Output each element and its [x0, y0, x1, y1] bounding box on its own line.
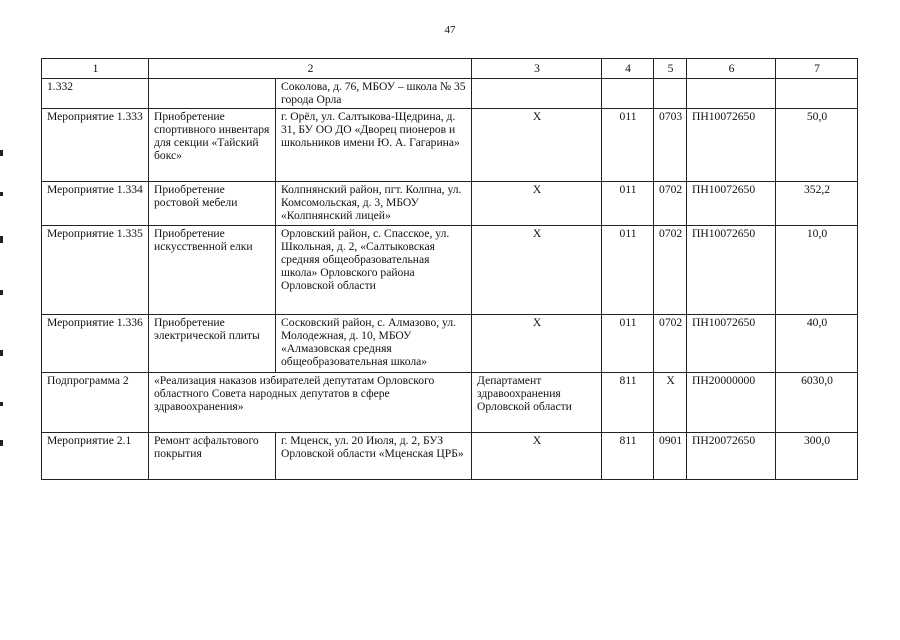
table-row	[42, 109, 858, 182]
row-c5: 0703	[654, 109, 687, 182]
row-c6: ПН10072650	[687, 226, 776, 315]
header-row	[42, 59, 858, 79]
row-address: г. Орёл, ул. Салтыкова-Щедрина, д. 31, БУ ОО ДО «Дворец пионеров и школьников имени Ю. А. Гагарина»	[276, 109, 472, 182]
header-col-3: 3	[472, 59, 602, 79]
row-c4: 011	[602, 109, 654, 182]
row-executor: Х	[472, 315, 602, 373]
subprogram-row	[42, 373, 858, 433]
row-name: Ремонт асфальтового покрытия	[149, 433, 276, 480]
subprogram-c6: ПН20000000	[687, 373, 776, 433]
row-c4: 011	[602, 182, 654, 226]
header-col-5: 5	[654, 59, 687, 79]
scan-edge-marks	[0, 140, 6, 460]
row-executor: Х	[472, 226, 602, 315]
row-executor: Х	[472, 109, 602, 182]
row-c7	[776, 79, 858, 109]
row-c4: 011	[602, 315, 654, 373]
table-row	[42, 433, 858, 480]
row-c7: 10,0	[776, 226, 858, 315]
row-id: Мероприятие 1.334	[42, 182, 149, 226]
row-id: Мероприятие 2.1	[42, 433, 149, 480]
row-id: Мероприятие 1.336	[42, 315, 149, 373]
table-row	[42, 182, 858, 226]
row-id: Мероприятие 1.333	[42, 109, 149, 182]
row-executor: Х	[472, 433, 602, 480]
row-c7: 40,0	[776, 315, 858, 373]
row-c5: 0702	[654, 226, 687, 315]
row-id: 1.332	[42, 79, 149, 109]
table-row	[42, 79, 858, 109]
header-col-4: 4	[602, 59, 654, 79]
table-row	[42, 315, 858, 373]
row-c7: 50,0	[776, 109, 858, 182]
row-name: Приобретение искусственной елки	[149, 226, 276, 315]
row-address: Колпнянский район, пгт. Колпна, ул. Комсомольская, д. 3, МБОУ «Колпнянский лицей»	[276, 182, 472, 226]
row-c4: 011	[602, 226, 654, 315]
header-col-2: 2	[149, 59, 472, 79]
row-address: Сосковский район, с. Алмазово, ул. Молодежная, д. 10, МБОУ «Алмазовская средняя общеобразовательная школа»	[276, 315, 472, 373]
row-executor	[472, 79, 602, 109]
row-c5: 0702	[654, 315, 687, 373]
row-executor: Х	[472, 182, 602, 226]
header-col-1: 1	[42, 59, 149, 79]
row-c6: ПН20072650	[687, 433, 776, 480]
row-c5: 0901	[654, 433, 687, 480]
row-c4	[602, 79, 654, 109]
subprogram-title: «Реализация наказов избирателей депутатам Орловского областного Совета народных депутатов в сфере здравоохранения»	[149, 373, 472, 433]
row-address: г. Мценск, ул. 20 Июля, д. 2, БУЗ Орловской области «Мценская ЦРБ»	[276, 433, 472, 480]
table-row	[42, 226, 858, 315]
subprogram-c7: 6030,0	[776, 373, 858, 433]
row-c6: ПН10072650	[687, 182, 776, 226]
subprogram-id: Подпрограмма 2	[42, 373, 149, 433]
row-c4: 811	[602, 433, 654, 480]
row-name: Приобретение спортивного инвентаря для секции «Тайский бокс»	[149, 109, 276, 182]
row-c7: 300,0	[776, 433, 858, 480]
row-address: Соколова, д. 76, МБОУ – школа № 35 города Орла	[276, 79, 472, 109]
header-col-7: 7	[776, 59, 858, 79]
row-name	[149, 79, 276, 109]
subprogram-c4: 811	[602, 373, 654, 433]
row-c5: 0702	[654, 182, 687, 226]
row-c6: ПН10072650	[687, 109, 776, 182]
budget-table	[41, 58, 858, 480]
row-c7: 352,2	[776, 182, 858, 226]
row-name: Приобретение ростовой мебели	[149, 182, 276, 226]
row-address: Орловский район, с. Спасское, ул. Школьная, д. 2, «Салтыковская средняя общеобразовательная школа» Орловского района Орловской области	[276, 226, 472, 315]
header-col-6: 6	[687, 59, 776, 79]
page-number: 47	[444, 24, 456, 36]
row-c6	[687, 79, 776, 109]
row-id: Мероприятие 1.335	[42, 226, 149, 315]
row-c5	[654, 79, 687, 109]
row-name: Приобретение электрической плиты	[149, 315, 276, 373]
subprogram-executor: Департамент здравоохранения Орловской области	[472, 373, 602, 433]
subprogram-c5: Х	[654, 373, 687, 433]
row-c6: ПН10072650	[687, 315, 776, 373]
